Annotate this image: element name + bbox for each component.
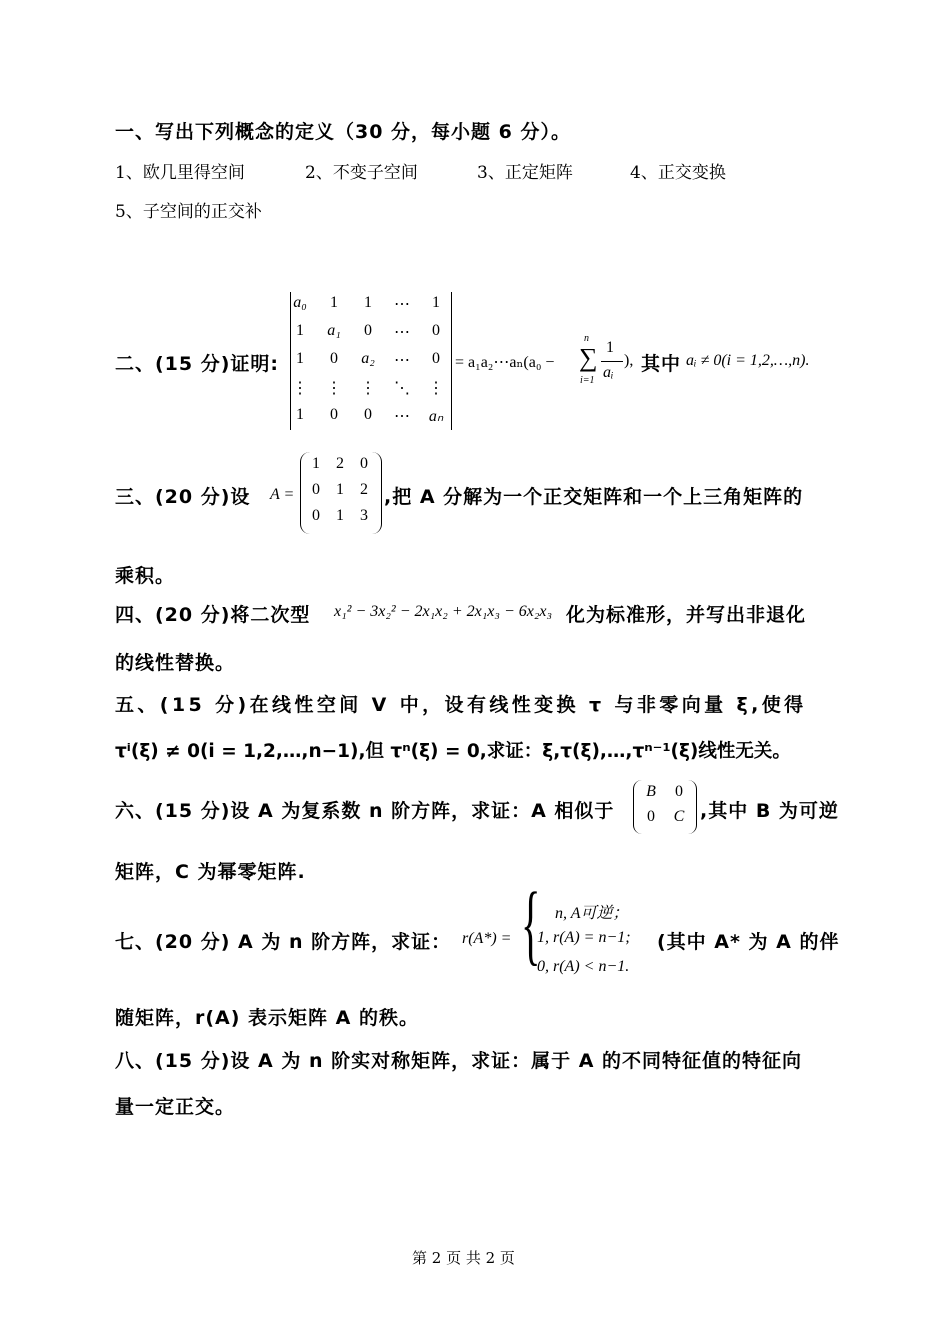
det-cell: aₙ — [428, 408, 444, 425]
sum-symbol: ∑ — [579, 343, 598, 372]
section6-line1-pre: 六、(15 分)设 A 为复系数 n 阶方阵，求证：A 相似于 — [115, 800, 615, 822]
rank-lhs: r(A*) = — [462, 930, 512, 947]
concept-item-5: 5、子空间的正交补 — [115, 202, 262, 222]
section6-line2: 矩阵，C 为幂零矩阵. — [115, 861, 306, 883]
block-matrix-cell: 0 — [647, 808, 655, 825]
matrix-cell: 0 — [360, 455, 368, 472]
quadratic-form: x₁² − 3x₂² − 2x₁x₂ + 2x₁x₃ − 6x₂x₃ — [334, 603, 553, 620]
section7-line1-pre: 七、(20 分) A 为 n 阶方阵，求证： — [115, 931, 452, 953]
frac-numerator: 1 — [606, 339, 614, 356]
matrix-cell: 2 — [336, 455, 344, 472]
case-1: n, A可逆； — [555, 905, 629, 922]
det-cell: ⋮ — [428, 380, 444, 397]
det-cell: 0 — [330, 350, 338, 367]
matrix-cell: 3 — [360, 507, 368, 524]
section4-line1-post: 化为标准形，并写出非退化 — [566, 604, 807, 626]
det-cell: 1 — [296, 406, 304, 423]
section3-label: 三、(20 分)设 — [115, 486, 251, 508]
det-cell: 0 — [364, 406, 372, 423]
det-cell: ⋮ — [292, 380, 308, 397]
section3-line1-rest: ,把 A 分解为一个正交矩阵和一个上三角矩阵的 — [384, 486, 804, 508]
det-cell: 1 — [364, 294, 372, 311]
section2-label: 二、(15 分)证明: — [115, 353, 280, 375]
det-cell: 0 — [432, 350, 440, 367]
frac-denominator: aᵢ — [603, 364, 614, 381]
section8-line1: 八、(15 分)设 A 为 n 阶实对称矩阵，求证：属于 A 的不同特征值的特征向 — [115, 1050, 803, 1072]
det-condition: aᵢ ≠ 0(i = 1,2,…,n). — [686, 352, 810, 369]
concept-item-2: 2、不变子空间 — [305, 163, 418, 183]
det-cell: ⋯ — [394, 352, 410, 369]
matrix-cell: 1 — [336, 481, 344, 498]
fraction-bar — [601, 361, 623, 362]
det-cell: ⋱ — [394, 380, 410, 397]
block-matrix-cell: 0 — [675, 783, 683, 800]
page-footer: 第 2 页 共 2 页 — [412, 1249, 515, 1267]
det-cell: ⋮ — [326, 380, 342, 397]
case-3: 0, r(A) < n−1. — [537, 958, 630, 975]
det-cell: a₀ — [293, 294, 307, 311]
matrix-cell: 0 — [312, 481, 320, 498]
section6-line1-post: ,其中 B 为可逆 — [700, 800, 839, 822]
case-2: 1, r(A) = n−1; — [537, 929, 631, 946]
section8-line2: 量一定正交。 — [115, 1096, 236, 1118]
det-cell: ⋯ — [394, 296, 410, 313]
matrix-cell: 0 — [312, 507, 320, 524]
matrix-cell: 2 — [360, 481, 368, 498]
concept-item-3: 3、正定矩阵 — [477, 163, 573, 183]
det-cell: 1 — [330, 294, 338, 311]
section4-line1-pre: 四、(20 分)将二次型 — [115, 604, 311, 626]
det-cell: ⋯ — [394, 324, 410, 341]
section5-line2: τⁱ(ξ) ≠ 0(i = 1,2,…,n−1),但 τⁿ(ξ) = 0,求证：ξ,τ(ξ),…,τⁿ⁻¹(ξ)线性无关。 — [115, 741, 791, 762]
block-matrix-cell: B — [646, 783, 656, 800]
matrix-cell: 1 — [336, 507, 344, 524]
matrix-name: A = — [270, 486, 295, 503]
det-cell: 0 — [330, 406, 338, 423]
det-cell: a₂ — [361, 350, 375, 367]
sum-lower-limit: i=1 — [580, 375, 595, 386]
det-rhs-lead: = a₁a₂⋯aₙ(a₀ − — [455, 354, 555, 371]
matrix-cell: 1 — [312, 455, 320, 472]
section4-line2: 的线性替换。 — [115, 652, 236, 674]
concept-item-1: 1、欧几里得空间 — [115, 163, 245, 183]
where-text: 其中 — [641, 353, 682, 375]
det-cell: ⋯ — [394, 408, 410, 425]
det-cell: 1 — [296, 350, 304, 367]
det-cell: a₁ — [327, 322, 341, 339]
block-matrix-cell: C — [673, 808, 685, 825]
section7-line2: 随矩阵，r(A) 表示矩阵 A 的秩。 — [115, 1007, 419, 1029]
section5-line1: 五、(15 分)在线性空间 V 中，设有线性变换 τ 与非零向量 ξ,使得 — [115, 694, 807, 716]
det-cell: 1 — [296, 322, 304, 339]
section1-title: 一、写出下列概念的定义（30 分，每小题 6 分）。 — [115, 121, 572, 143]
det-cell: 0 — [364, 322, 372, 339]
section7-line1-post: (其中 A* 为 A 的伴 — [657, 931, 840, 953]
det-rhs-close: ), — [624, 352, 634, 369]
det-cell: 0 — [432, 322, 440, 339]
concept-item-4: 4、正交变换 — [630, 163, 726, 183]
section3-line2: 乘积。 — [115, 565, 176, 587]
det-cell: 1 — [432, 294, 440, 311]
sum-upper-limit: n — [584, 333, 589, 344]
cases-brace: { — [521, 875, 541, 974]
determinant — [290, 292, 452, 430]
det-cell: ⋮ — [360, 380, 376, 397]
